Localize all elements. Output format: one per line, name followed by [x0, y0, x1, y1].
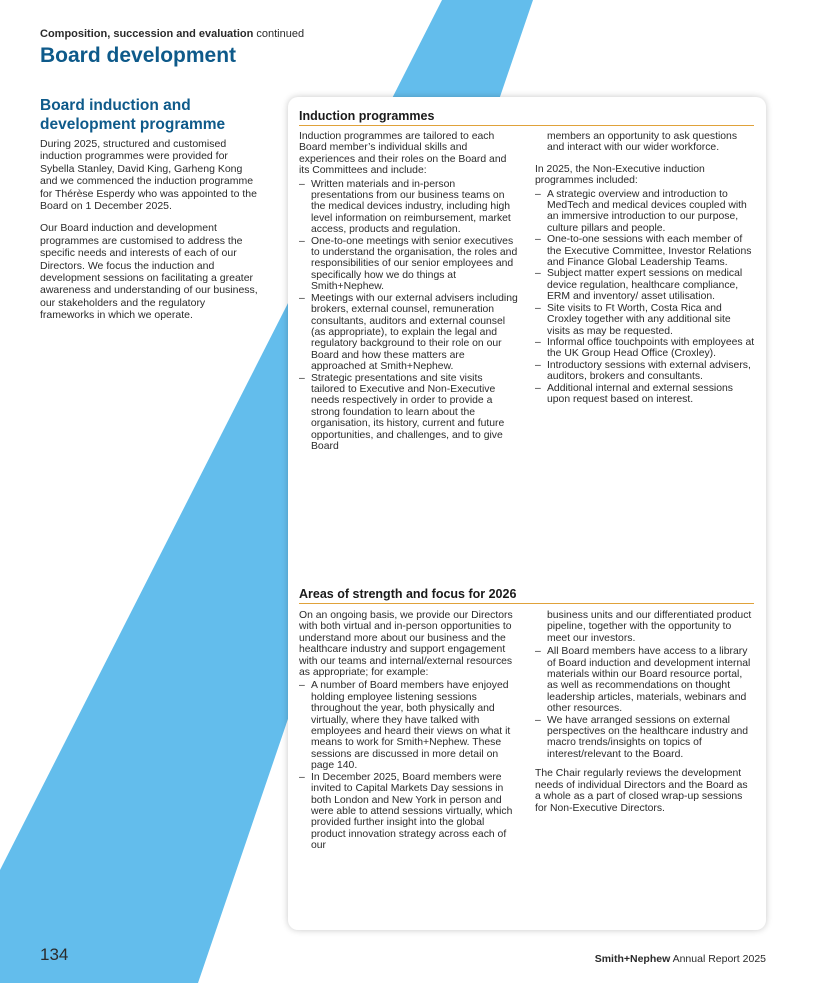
list-item: – Strategic presentations and site visits tailored to Executive and Non-Executive needs respectively in order to provide a strong foundation to learn about the organisation, its history, current and future opportunities, and challenges, and to give Board [299, 373, 519, 453]
induction-intro: Induction programmes are tailored to each Board member’s individual skills and experiences and their roles on the Board and its Committees and include: [299, 131, 507, 177]
section-suffix: continued [256, 28, 305, 40]
intro-paragraph: During 2025, structured and customised induction programmes were provided for Sybella Stanley, David King, Garheng Kong and we commenced the induction programme for Thérèse Esperdy who was appointed to the Board on 1 December 2025. [40, 138, 257, 213]
intro-heading: Board induction and development programme [40, 97, 226, 133]
strength-intro: On an ongoing basis, we provide our Directors with both virtual and in-person opportunities to understand more about our business and the healthcare industry and support engagement with our teams and internal/external resources as appropriate; for example: [299, 610, 513, 679]
list-item: – Site visits to Ft Worth, Costa Rica and Croxley together with any additional site visits as may be requested. [535, 303, 755, 337]
strength-left-column [299, 610, 519, 852]
strength-rule [299, 603, 754, 604]
induction-left-column [299, 131, 519, 452]
section-name: Composition, succession and evaluation [40, 28, 254, 40]
list-item: – In December 2025, Board members were invited to Capital Markets Day sessions in both London and New York in person and were able to attend sessions virtually, which provided further insight into the global product innovation strategy across each of our [299, 772, 519, 852]
list-item: – Written materials and in-person presentations from our business teams on the medical devices industry, including high level information on reimbursement, market access, products and regulation. [299, 179, 519, 236]
list-item: – Additional internal and external sessions upon request based on interest. [535, 383, 755, 406]
brand-name: Smith+Nephew [594, 953, 671, 965]
induction-title: Induction programmes [299, 109, 435, 123]
induction-right-intro: In 2025, the Non-Executive induction programmes included: [535, 163, 705, 187]
section-breadcrumb [40, 28, 304, 40]
strength-left-list [299, 680, 519, 851]
page-number: 134 [40, 945, 69, 964]
list-item: – Subject matter expert sessions on medical device regulation, healthcare compliance, ERM and inventory/ asset utilisation. [535, 268, 755, 302]
induction-left-list [299, 179, 519, 453]
list-item: – One-to-one sessions with each member of the Executive Committee, Investor Relations and Finance Global Leadership Teams. [535, 234, 755, 268]
list-item: – One-to-one meetings with senior executives to understand the organisation, the roles and responsibilities of our senior employees and specifically how we do things at Smith+Nephew. [299, 236, 519, 293]
footer-credit [595, 953, 766, 965]
page-title: Board development [40, 44, 237, 67]
list-item: – A number of Board members have enjoyed holding employee listening sessions throughout the year, both physically and virtually, where they have talked with employees and heard their views on what it means to work for Smith+Nephew. These sessions are discussed in more detail on page 140. [299, 680, 519, 771]
list-item: – We have arranged sessions on external perspectives on the healthcare industry and macro trends/insights on topics of interest/relevant to the Board. [535, 715, 755, 761]
strength-title: Areas of strength and focus for 2026 [299, 587, 517, 601]
strength-right-column [535, 610, 755, 822]
intro-paragraph: Our Board induction and development programmes are customised to address the specific needs and interests of each of our Directors. We focus the induction and development sessions on facilitating a greater awareness and understanding of our business, our stakeholders and the regulatory frameworks in which we operate. [40, 222, 258, 322]
list-item: – A strategic overview and introduction to MedTech and medical devices coupled with an immersive introduction to our purpose, culture pillars and people. [535, 189, 755, 235]
strength-right-list [535, 646, 755, 760]
list-item: – Introductory sessions with external advisers, auditors, brokers and consultants. [535, 360, 755, 383]
list-item: – Meetings with our external advisers including brokers, external counsel, remuneration consultants, auditors and external counsel (as appropriate), to explain the legal and regulatory background to their role on our Board and how these matters are approached at Smith+Nephew. [299, 293, 519, 373]
induction-continuation: members an opportunity to ask questions and interact with our wider workforce. [547, 131, 738, 154]
strength-continuation: business units and our differentiated product pipeline, together with the opportunity to meet our investors. [547, 610, 752, 644]
induction-rule [299, 125, 754, 126]
induction-right-list [535, 189, 755, 406]
list-item: – Informal office touchpoints with employees at the UK Group Head Office (Croxley). [535, 337, 755, 360]
list-item: – All Board members have access to a library of Board induction and development internal materials within our Board resource portal, as well as recommendations on thought leadership articles, materials, webinars and other resources. [535, 646, 755, 714]
strength-closing: The Chair regularly reviews the development needs of individual Directors and the Board as a whole as a part of closed wrap-up sessions for Non-Executive Directors. [535, 768, 748, 814]
intro-column [40, 96, 262, 332]
induction-right-column [535, 131, 755, 405]
report-name: Annual Report 2025 [672, 953, 766, 965]
